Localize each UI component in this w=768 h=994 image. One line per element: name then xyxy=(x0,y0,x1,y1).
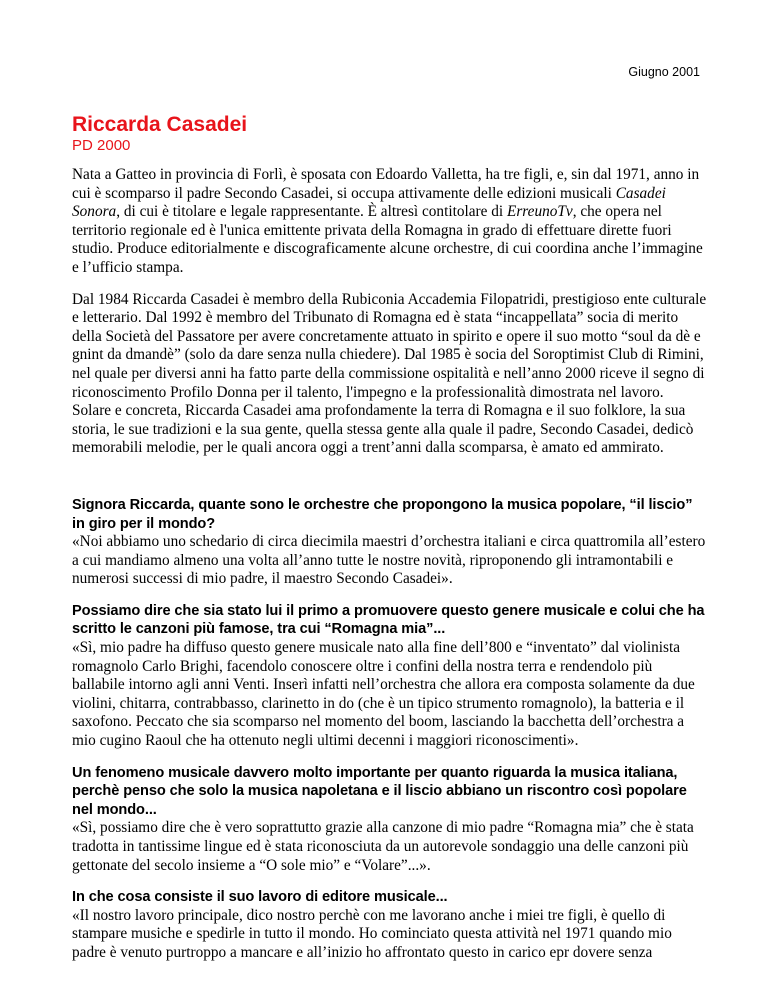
intro-p1-erreunotv: ErreunoTv xyxy=(506,203,573,221)
interview-answer: «Sì, possiamo dire che è vero soprattutto grazie alla canzone di mio padre “Romagna mia” che è stata tradotta in tantissime lingue ed è stata riconosciuta da un autorevole sondaggio una delle canzoni più gettonate del secolo insieme a “O sole mio” e “Volare”...». xyxy=(72,819,694,874)
interview-question: In che cosa consiste il suo lavoro di editore musicale... xyxy=(72,889,448,906)
title-block xyxy=(72,113,247,155)
intro-paragraph-2: Dal 1984 Riccarda Casadei è membro della Rubiconia Accademia Filopatridi, prestigioso ente culturale e letterario. Dal 1992 è membro del Tribunato di Romagna ed è stata “incappellata” socia di merito della Società del Passatore per avere concretamente attuato in spirito e opere il suo motto “soul da dè e gnint da dmandè” (solo da dare senza nulla chiedere). Dal 1985 è socia del Soroptimist Club di Rimini, nel quale per diversi anni ha fatto parte della commissione ospitalità e nell’anno 2000 riceve il segno di riconoscimento Profilo Donna per il talento, l'impegno e la professionalità dimostrata nel lavoro. xyxy=(72,290,707,401)
document-body xyxy=(72,166,707,963)
interview-question: Signora Riccarda, quante sono le orchestre che propongono la musica popolare, “il liscio” in giro per il mondo? xyxy=(72,496,693,532)
intro-paragraph-1 xyxy=(72,166,707,278)
interview-question: Possiamo dire che sia stato lui il primo a promuovere questo genere musicale e colui che ha scritto le canzoni più famose, tra cui “Romagna mia”... xyxy=(72,602,705,638)
document-date: Giugno 2001 xyxy=(628,65,700,79)
interview-item-3 xyxy=(72,764,707,876)
document-title: Riccarda Casadei xyxy=(72,113,248,136)
intro-paragraph-3: Solare e concreta, Riccarda Casadei ama profondamente la terra di Romagna e il suo folklore, la sua storia, le sue tradizioni e la sua gente, quella stessa gente alla quale il padre, Secondo Casadei, dedicò memorabili melodie, per le quali ancora oggi a trent’anni dalla scomparsa, è amato ed ammirato. xyxy=(72,402,694,457)
interview-answer: «Noi abbiamo uno schedario di circa diecimila maestri d’orchestra italiani e circa quattromila all’estero a cui mandiamo almeno una volta all’anno tutte le nostre novità, riproponendo gli intramontabili e numerosi successi di mio padre, il maestro Secondo Casadei». xyxy=(72,533,706,588)
interview-question: Un fenomeno musicale davvero molto importante per quanto riguarda la musica italiana, perchè penso che solo la musica napoletana e il liscio abbiano un riscontro così popolare nel mondo... xyxy=(72,764,687,818)
document-subtitle: PD 2000 xyxy=(72,137,131,154)
intro-p1-text-a: Nata a Gatteo in provincia di Forlì, è sposata con Edoardo Valletta, ha tre figli, e, sin dal 1971, anno in cui è scomparso il padre Secondo Casadei, si occupa attivamente delle edizioni musicali xyxy=(72,166,700,202)
interview-item-2 xyxy=(72,602,707,751)
intro-p1-casadei-sonora: Casadei Sonora xyxy=(72,184,666,221)
interview-answer: «Sì, mio padre ha diffuso questo genere musicale nato alla fine dell’800 e “inventato” dal violinista romagnolo Carlo Brighi, facendolo conoscere oltre i confini della nostra terra e rendendolo più ballabile intorno agli anni Venti. Inserì infatti nell’orchestra che allora era composta solamente da due violini, chitarra, contrabbasso, clarinetto in do (che è un tipico strumento romagnolo), la batteria e il saxofono. Peccato che sia scomparso nel momento del boom, lasciando la bacchetta dell’orchestra a mio cugino Raoul che ha ottenuto negli ultimi decenni i maggiori riconoscimenti». xyxy=(72,639,695,750)
interview-item-1 xyxy=(72,496,707,589)
interview-answer: «Il nostro lavoro principale, dico nostro perchè con me lavorano anche i miei tre figli, è quello di stampare musiche e spedirle in tutto il mondo. Ho cominciato questa attività nel 1971 quando mio padre è venuto purtroppo a mancare e all’inizio ho affrontato questo in carico epr dovere senza xyxy=(72,906,672,961)
interview-item-4 xyxy=(72,888,707,962)
intro-p1-text-e: , che opera nel territorio regionale ed è l'unica emittente privata della Romagna in grado di effettuare dirette fuori studio. Produce editorialmente e discograficamente alcune orchestre, di cui coordina anche l’immagine e l’ufficio stampa. xyxy=(72,203,703,276)
intro-p1-text-c: , di cui è titolare e legale rappresentante. È altresì contitolare di xyxy=(116,203,507,221)
